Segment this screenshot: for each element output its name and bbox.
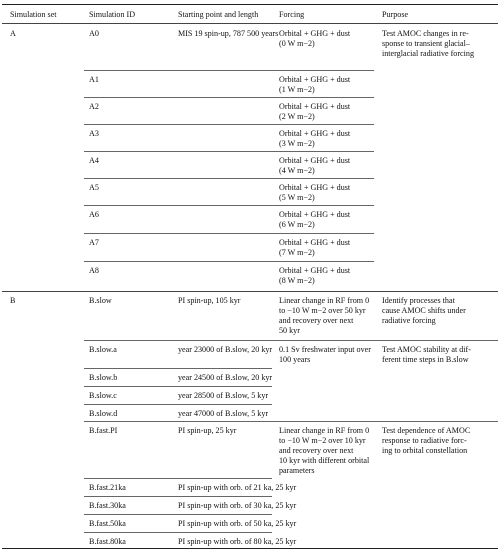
- row-a1-forcing: Orbital + GHG + dust: [279, 75, 351, 84]
- header-simulation-id: Simulation ID: [89, 10, 136, 19]
- table-top-rule: [2, 4, 498, 5]
- row-bslow-start: PI spin-up, 105 kyr: [178, 296, 241, 305]
- header-forcing: Forcing: [279, 10, 305, 19]
- row-bslowa-id: B.slow.a: [89, 345, 117, 354]
- row-separator: [84, 205, 374, 206]
- row-a3-id: A3: [89, 129, 99, 138]
- row-bfast30-id: B.fast.30ka: [89, 501, 126, 510]
- header-simulation-set: Simulation set: [10, 10, 57, 19]
- row-separator: [84, 532, 272, 533]
- set-a-purpose-line3: interglacial radiative forcing: [382, 49, 474, 58]
- row-a5-forcing: Orbital + GHG + dust: [279, 183, 351, 192]
- bfast-purpose-line2: response to radiative forc-: [382, 436, 467, 445]
- row-a8-forcing: Orbital + GHG + dust: [279, 266, 351, 275]
- row-bfast80-start: PI spin-up with orb. of 80 ka, 25 kyr: [178, 537, 297, 546]
- freshwater-forcing-line1: 0.1 Sv freshwater input over: [279, 345, 371, 354]
- row-bfast21-start: PI spin-up with orb. of 21 ka, 25 kyr: [178, 483, 297, 492]
- row-a2-forcing: Orbital + GHG + dust: [279, 102, 351, 111]
- bslow-purpose-line2: cause AMOC shifts under: [382, 306, 466, 315]
- row-bslowd-start: year 47000 of B.slow, 5 kyr: [178, 409, 269, 418]
- row-a7-forcing: Orbital + GHG + dust: [279, 238, 351, 247]
- row-a5-id: A5: [89, 183, 99, 192]
- bfast-purpose-line3: ing to orbital constellation: [382, 446, 468, 455]
- bfast-forcing-line2: to −10 W m−2 over 10 kyr: [279, 436, 366, 445]
- row-separator: [84, 514, 272, 515]
- row-separator: [84, 151, 374, 152]
- bslow-forcing-line3: and recovery over next: [279, 316, 354, 325]
- row-a8-id: A8: [89, 266, 99, 275]
- row-bslowa-start: year 23000 of B.slow, 20 kyr: [178, 345, 273, 354]
- row-a2-forcing-value: (2 W m−2): [279, 112, 315, 121]
- row-bslowd-id: B.slow.d: [89, 409, 118, 418]
- row-separator: [84, 124, 374, 125]
- bslow-purpose-line1: Identify processes that: [382, 296, 455, 305]
- bfast-forcing-line3: and recovery over next: [279, 446, 354, 455]
- row-a8-forcing-value: (8 W m−2): [279, 276, 315, 285]
- set-b-label: B: [10, 296, 16, 305]
- row-separator: [84, 368, 272, 369]
- row-a0-forcing-value: (0 W m−2): [279, 39, 315, 48]
- row-a0-start: MIS 19 spin-up, 787 500 years: [178, 29, 279, 38]
- row-bfast50-start: PI spin-up with orb. of 50 ka, 25 kyr: [178, 519, 297, 528]
- bfast-forcing-line5: parameters: [279, 466, 315, 475]
- row-separator: [84, 386, 272, 387]
- row-bslow-id: B.slow: [89, 296, 112, 305]
- row-a7-id: A7: [89, 238, 99, 247]
- row-a4-forcing: Orbital + GHG + dust: [279, 156, 351, 165]
- row-separator: [84, 496, 272, 497]
- header-starting-point: Starting point and length: [178, 10, 259, 19]
- row-separator: [84, 404, 272, 405]
- bslow-forcing-line1: Linear change in RF from 0: [279, 296, 370, 305]
- row-bfast30-start: PI spin-up with orb. of 30 ka, 25 kyr: [178, 501, 297, 510]
- row-separator: [84, 97, 374, 98]
- row-bfast50-id: B.fast.50ka: [89, 519, 126, 528]
- table-bottom-rule: [2, 548, 498, 549]
- row-separator: [84, 340, 498, 341]
- row-a6-forcing: Orbital + GHG + dust: [279, 210, 351, 219]
- header-purpose: Purpose: [382, 10, 409, 19]
- row-a0-forcing: Orbital + GHG + dust: [279, 29, 351, 38]
- bslow-forcing-line2: to −10 W m−2 over 50 kyr: [279, 306, 366, 315]
- bslow-purpose-line3: radiative forcing: [382, 316, 436, 325]
- set-separator-rule: [2, 291, 498, 292]
- row-bfastpi-start: PI spin-up, 25 kyr: [178, 426, 237, 435]
- row-bslowc-id: B.slow.c: [89, 391, 117, 400]
- row-a2-id: A2: [89, 102, 99, 111]
- row-a0-id: A0: [89, 29, 99, 38]
- header-rule: [2, 23, 498, 24]
- row-a1-forcing-value: (1 W m−2): [279, 85, 315, 94]
- bfast-purpose-line1: Test dependence of AMOC: [382, 426, 471, 435]
- row-a4-forcing-value: (4 W m−2): [279, 166, 315, 175]
- row-bfast80-id: B.fast.80ka: [89, 537, 126, 546]
- row-separator: [84, 70, 374, 71]
- set-a-label: A: [10, 29, 16, 38]
- row-bfastpi-id: B.fast.PI: [89, 426, 118, 435]
- row-separator: [84, 178, 374, 179]
- row-bfast21-id: B.fast.21ka: [89, 483, 126, 492]
- set-a-purpose-line1: Test AMOC changes in re-: [382, 29, 469, 38]
- set-a-purpose-line2: sponse to transient glacial–: [382, 39, 470, 48]
- bfast-forcing-line4: 10 kyr with different orbital: [279, 456, 370, 465]
- row-a3-forcing-value: (3 W m−2): [279, 139, 315, 148]
- row-bslowb-start: year 24500 of B.slow, 20 kyr: [178, 373, 273, 382]
- row-separator: [84, 261, 374, 262]
- row-a5-forcing-value: (5 W m−2): [279, 193, 315, 202]
- row-a3-forcing: Orbital + GHG + dust: [279, 129, 351, 138]
- bfast-forcing-line1: Linear change in RF from 0: [279, 426, 370, 435]
- row-a1-id: A1: [89, 75, 99, 84]
- freshwater-forcing-line2: 100 years: [279, 355, 311, 364]
- bslow-forcing-line4: 50 kyr: [279, 326, 300, 335]
- row-separator: [84, 421, 498, 422]
- row-a4-id: A4: [89, 156, 99, 165]
- row-bslowb-id: B.slow.b: [89, 373, 118, 382]
- row-a6-forcing-value: (6 W m−2): [279, 220, 315, 229]
- stability-purpose-line1: Test AMOC stability at dif-: [382, 345, 471, 354]
- row-a6-id: A6: [89, 210, 99, 219]
- row-bslowc-start: year 28500 of B.slow, 5 kyr: [178, 391, 269, 400]
- row-a7-forcing-value: (7 W m−2): [279, 248, 315, 257]
- row-separator: [84, 478, 272, 479]
- row-separator: [84, 233, 374, 234]
- stability-purpose-line2: ferent time steps in B.slow: [382, 355, 469, 364]
